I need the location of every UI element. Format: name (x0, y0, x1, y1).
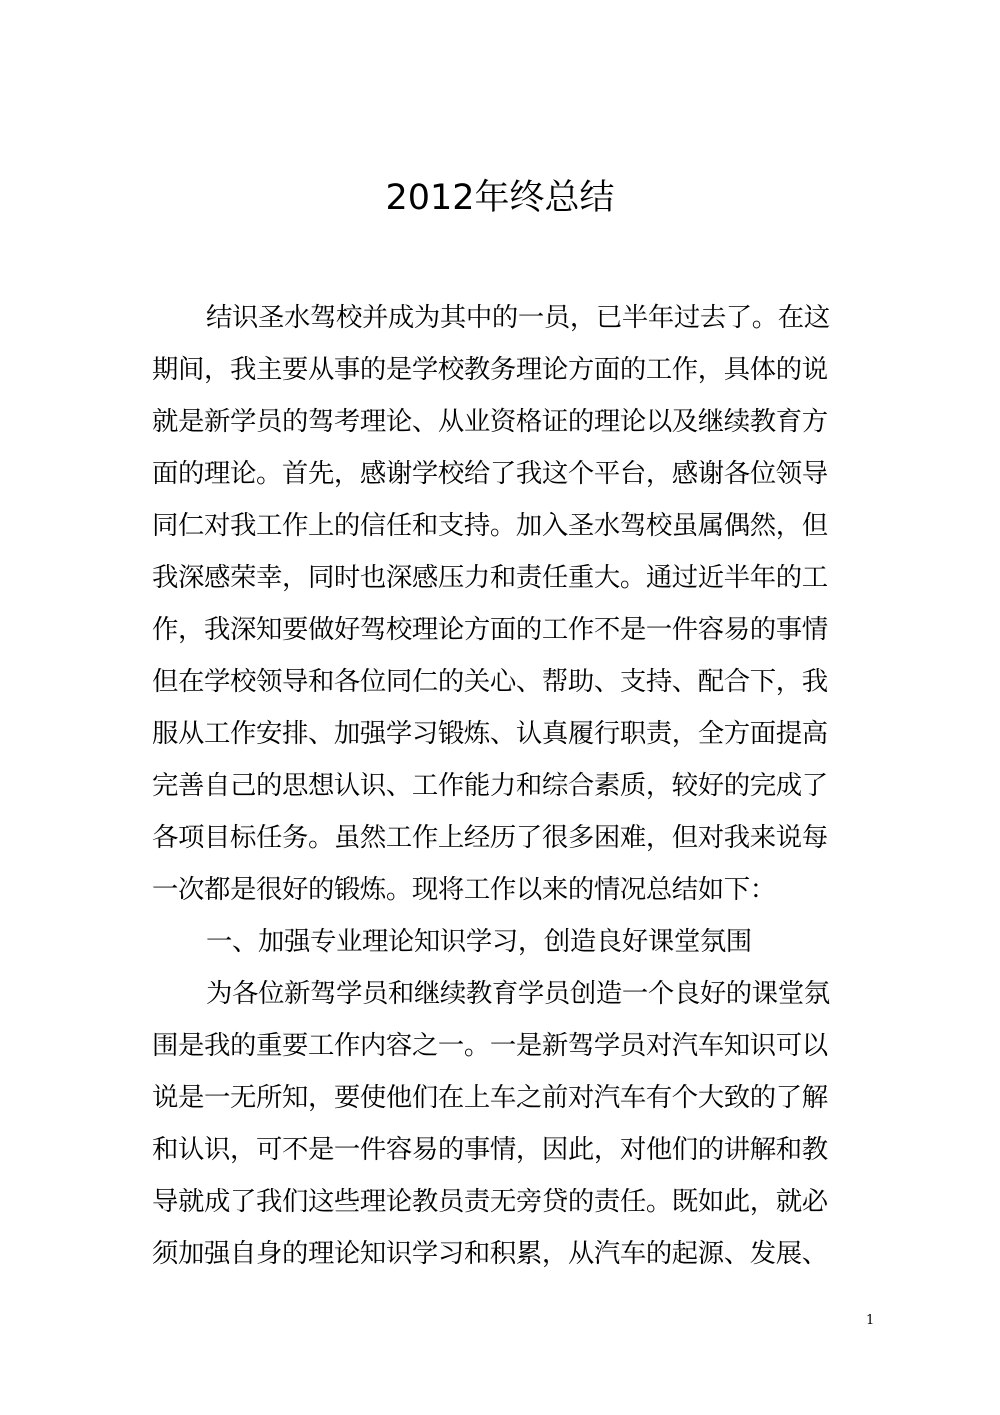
paragraph-line: 面的理论。首先，感谢学校给了我这个平台，感谢各位领导 (152, 458, 828, 489)
paragraph-line: 完善自己的思想认识、工作能力和综合素质，较好的完成了 (152, 770, 828, 801)
paragraph-line: 作，我深知要做好驾校理论方面的工作不是一件容易的事情 (152, 614, 828, 645)
paragraph-line: 和认识，可不是一件容易的事情，因此，对他们的讲解和教 (152, 1134, 828, 1165)
paragraph-line: 结识圣水驾校并成为其中的一员，已半年过去了。在这 (206, 302, 830, 333)
paragraph-line: 服从工作安排、加强学习锻炼、认真履行职责，全方面提高 (152, 718, 828, 749)
paragraph-line: 为各位新驾学员和继续教育学员创造一个良好的课堂氛 (206, 978, 830, 1009)
paragraph-line: 我深感荣幸，同时也深感压力和责任重大。通过近半年的工 (152, 562, 828, 593)
paragraph-line: 导就成了我们这些理论教员责无旁贷的责任。既如此，就必 (152, 1186, 828, 1217)
paragraph-line: 但在学校领导和各位同仁的关心、帮助、支持、配合下，我 (152, 666, 828, 697)
paragraph-line: 说是一无所知，要使他们在上车之前对汽车有个大致的了解 (152, 1082, 828, 1113)
paragraph-line: 期间，我主要从事的是学校教务理论方面的工作，具体的说 (152, 354, 828, 385)
paragraph-line: 各项目标任务。虽然工作上经历了很多困难，但对我来说每 (152, 822, 828, 853)
paragraph-line: 须加强自身的理论知识学习和积累，从汽车的起源、发展、 (152, 1238, 828, 1269)
paragraph-line: 就是新学员的驾考理论、从业资格证的理论以及继续教育方 (152, 406, 828, 437)
paragraph-line: 一次都是很好的锻炼。现将工作以来的情况总结如下： (152, 874, 776, 905)
section-heading: 一、加强专业理论知识学习，创造良好课堂氛围 (206, 926, 752, 957)
paragraph-line: 同仁对我工作上的信任和支持。加入圣水驾校虽属偶然，但 (152, 510, 828, 541)
paragraph-line: 围是我的重要工作内容之一。一是新驾学员对汽车知识可以 (152, 1030, 828, 1061)
page-number: 1 (866, 1313, 875, 1328)
document-body (152, 292, 882, 1280)
document-title: 2012年终总结 (385, 178, 615, 218)
